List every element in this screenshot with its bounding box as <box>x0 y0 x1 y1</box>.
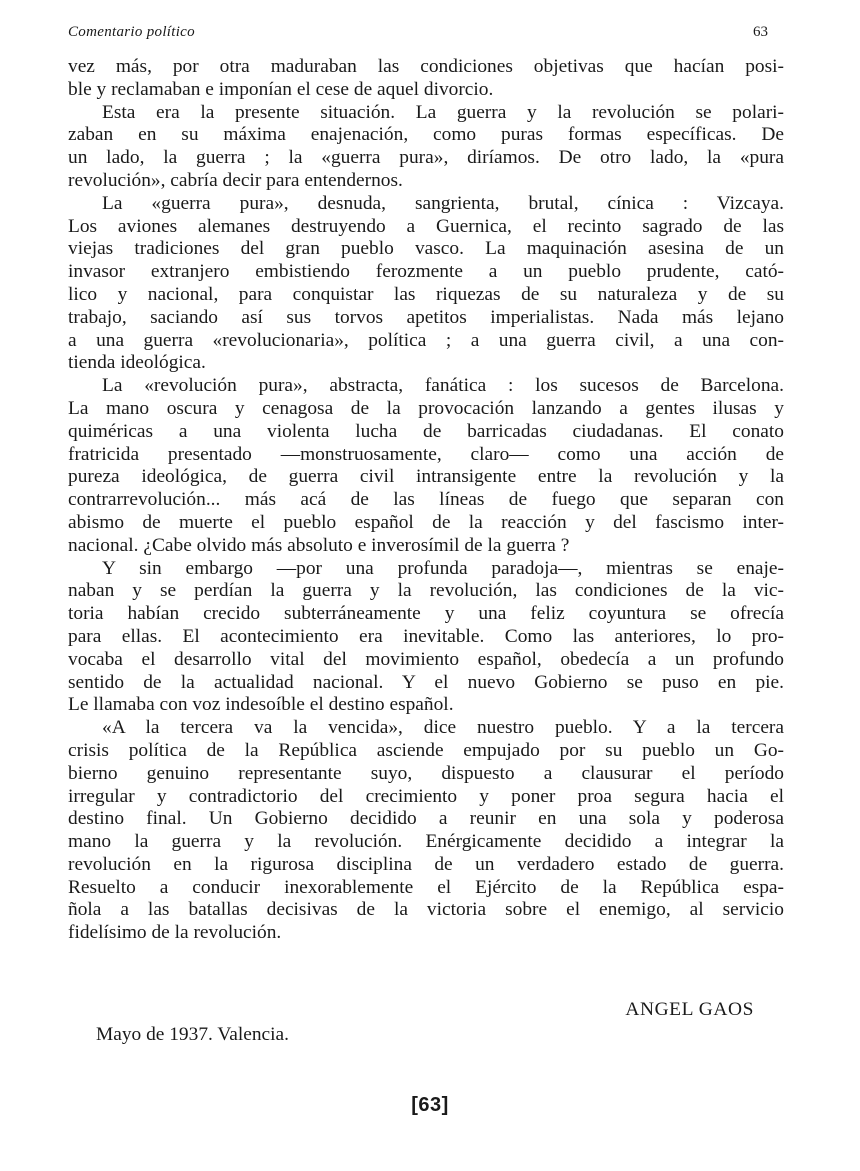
author-signature: ANGEL GAOS <box>625 999 754 1020</box>
text-line: tienda ideológica. <box>68 352 206 374</box>
body-text <box>68 56 784 945</box>
text-line: La «revolución pura», abstracta, fanática : los sucesos de Barcelona. <box>102 375 784 397</box>
text-line: fratricida presentado —monstruosamente, claro— como una acción de <box>68 443 784 465</box>
running-head <box>68 24 768 46</box>
text-line: La «guerra pura», desnuda, sangrienta, brutal, cínica : Vizcaya. <box>102 192 784 214</box>
text-line: naban y se perdían la guerra y la revolución, las condiciones de la vic- <box>68 580 784 602</box>
running-title: Comentario político <box>68 24 195 40</box>
paragraph <box>68 193 784 375</box>
text-line: viejas tradiciones del gran pueblo vasco. La maquinación asesina de un <box>68 238 784 260</box>
text-line: Los aviones alemanes destruyendo a Guernica, el recinto sagrado de las <box>68 215 784 237</box>
text-line: Y sin embargo —por una profunda paradoja—, mientras se enaje- <box>102 557 784 579</box>
text-line: ñola a las batallas decisivas de la victoria sobre el enemigo, al servicio <box>68 899 784 921</box>
text-line: abismo de muerte el pueblo español de la reacción y del fascismo inter- <box>68 511 784 533</box>
text-line: invasor extranjero embistiendo ferozmente a un pueblo prudente, cató- <box>68 261 784 283</box>
text-line: nacional. ¿Cabe olvido más absoluto e inverosímil de la guerra ? <box>68 534 570 556</box>
text-line: trabajo, saciando así sus torvos apetitos imperialistas. Nada más lejano <box>68 306 784 328</box>
text-line: revolución», cabría decir para entendernos. <box>68 169 403 191</box>
paragraph <box>68 56 784 102</box>
paragraph <box>68 375 784 557</box>
text-line: a una guerra «revolucionaria», política ; a una guerra civil, a una con- <box>68 329 784 351</box>
text-line: bierno genuino representante suyo, dispuesto a clausurar el período <box>68 762 784 784</box>
text-line: irregular y contradictorio del crecimiento y poner proa segura hacia el <box>68 785 784 807</box>
paragraph <box>68 717 784 945</box>
header-page-number: 63 <box>753 24 768 40</box>
text-line: un lado, la guerra ; la «guerra pura», diríamos. De otro lado, la «pura <box>68 147 784 169</box>
text-line: destino final. Un Gobierno decidido a reunir en una sola y poderosa <box>68 808 784 830</box>
text-line: zaban en su máxima enajenación, como puras formas específicas. De <box>68 124 784 146</box>
text-line: toria habían crecido subterráneamente y una feliz coyuntura se ofrecía <box>68 603 784 625</box>
paragraph <box>68 558 784 718</box>
text-line: revolución en la rigurosa disciplina de un verdadero estado de guerra. <box>68 853 784 875</box>
text-line: ble y reclamaban e imponían el cese de aquel divorcio. <box>68 78 494 100</box>
text-line: «A la tercera va la vencida», dice nuestro pueblo. Y a la tercera <box>102 717 784 739</box>
text-line: para ellas. El acontecimiento era inevitable. Como las anteriores, lo pro- <box>68 625 784 647</box>
text-line: fidelísimo de la revolución. <box>68 922 282 944</box>
text-line: Esta era la presente situación. La guerra y la revolución se polari- <box>102 101 784 123</box>
dateline: Mayo de 1937. Valencia. <box>96 1024 289 1045</box>
text-line: La mano oscura y cenagosa de la provocación lanzando a gentes ilusas y <box>68 397 784 419</box>
text-line: pureza ideológica, de guerra civil intransigente entre la revolución y la <box>68 466 784 488</box>
text-line: vez más, por otra maduraban las condiciones objetivas que hacían posi- <box>68 56 784 77</box>
text-line: Le llamaba con voz indesoíble el destino español. <box>68 694 454 716</box>
folio-page-number: [63] <box>411 1094 449 1116</box>
text-line: vocaba el desarrollo vital del movimiento español, obedecía a un profundo <box>68 648 784 670</box>
text-line: quiméricas a una violenta lucha de barricadas ciudadanas. El conato <box>68 420 784 442</box>
paragraph <box>68 102 784 193</box>
text-line: mano la guerra y la revolución. Enérgicamente decidido a integrar la <box>68 831 784 853</box>
text-line: crisis política de la República asciende empujado por su pueblo un Go- <box>68 739 784 761</box>
text-line: contrarrevolución... más acá de las líneas de fuego que separan con <box>68 489 784 511</box>
text-line: sentido de la actualidad nacional. Y el nuevo Gobierno se puso en pie. <box>68 671 784 693</box>
text-line: Resuelto a conducir inexorablemente el Ejército de la República espa- <box>68 876 784 898</box>
text-line: lico y nacional, para conquistar las riquezas de su naturaleza y de su <box>68 283 784 305</box>
